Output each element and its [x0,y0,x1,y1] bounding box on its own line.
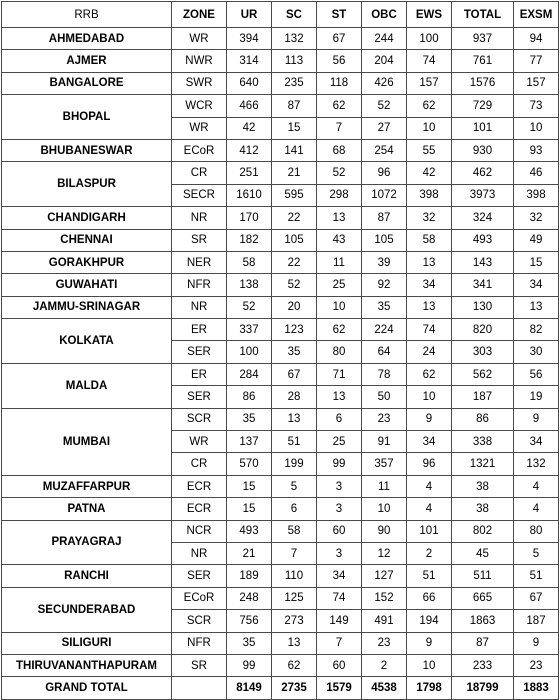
sc-cell: 6 [272,498,317,520]
rrb-name-cell: KOLKATA [2,319,172,364]
ews-cell: 62 [407,363,452,385]
header-total: TOTAL [452,2,514,28]
st-cell: 7 [317,117,362,139]
ews-cell: 194 [407,610,452,632]
total-cell: 802 [452,520,514,542]
zone-cell: ECR [172,498,227,520]
ur-cell: 21 [227,542,272,564]
sc-cell: 273 [272,610,317,632]
sc-cell: 13 [272,632,317,654]
obc-cell: 12 [362,542,407,564]
grand-total-ur: 8149 [227,677,272,699]
rrb-name-cell: BHUBANESWAR [2,139,172,161]
sc-cell: 22 [272,207,317,229]
exsm-cell: 157 [514,72,559,94]
zone-cell: NCR [172,520,227,542]
total-cell: 729 [452,95,514,117]
obc-cell: 39 [362,251,407,273]
exsm-cell: 4 [514,498,559,520]
ews-cell: 74 [407,319,452,341]
header-st: ST [317,2,362,28]
exsm-cell: 34 [514,274,559,296]
table-body [2,28,559,677]
sc-cell: 5 [272,475,317,497]
sc-cell: 58 [272,520,317,542]
zone-cell: CR [172,162,227,184]
rrb-name-cell: RANCHI [2,565,172,587]
rrb-name-cell: AHMEDABAD [2,28,172,50]
ews-cell: 9 [407,632,452,654]
total-cell: 341 [452,274,514,296]
obc-cell: 152 [362,587,407,609]
header-rrb: RRB [2,2,172,28]
zone-cell: ER [172,319,227,341]
ur-cell: 137 [227,431,272,453]
total-cell: 87 [452,632,514,654]
st-cell: 74 [317,587,362,609]
table-row [2,587,559,609]
ur-cell: 35 [227,632,272,654]
exsm-cell: 132 [514,453,559,475]
exsm-cell: 51 [514,565,559,587]
sc-cell: 67 [272,363,317,385]
total-cell: 930 [452,139,514,161]
total-cell: 324 [452,207,514,229]
total-cell: 338 [452,431,514,453]
ur-cell: 756 [227,610,272,632]
zone-cell: WCR [172,95,227,117]
rrb-name-cell: THIRUVANANTHAPURAM [2,654,172,676]
sc-cell: 235 [272,72,317,94]
obc-cell: 52 [362,95,407,117]
table-row [2,498,559,520]
header-ur: UR [227,2,272,28]
st-cell: 56 [317,50,362,72]
zone-cell: SER [172,341,227,363]
ur-cell: 493 [227,520,272,542]
total-cell: 130 [452,296,514,318]
sc-cell: 15 [272,117,317,139]
ur-cell: 394 [227,28,272,50]
st-cell: 3 [317,475,362,497]
table-row [2,565,559,587]
st-cell: 34 [317,565,362,587]
ews-cell: 42 [407,162,452,184]
obc-cell: 91 [362,431,407,453]
st-cell: 11 [317,251,362,273]
exsm-cell: 67 [514,587,559,609]
ur-cell: 570 [227,453,272,475]
header-exsm: EXSM [514,2,559,28]
st-cell: 298 [317,184,362,206]
sc-cell: 125 [272,587,317,609]
table-row [2,207,559,229]
ews-cell: 101 [407,520,452,542]
rrb-name-cell: GUWAHATI [2,274,172,296]
ews-cell: 62 [407,95,452,117]
st-cell: 6 [317,408,362,430]
total-cell: 86 [452,408,514,430]
exsm-cell: 13 [514,296,559,318]
total-cell: 1863 [452,610,514,632]
ews-cell: 10 [407,117,452,139]
ews-cell: 34 [407,431,452,453]
exsm-cell: 10 [514,117,559,139]
total-cell: 665 [452,587,514,609]
ews-cell: 10 [407,386,452,408]
st-cell: 13 [317,207,362,229]
obc-cell: 426 [362,72,407,94]
ur-cell: 284 [227,363,272,385]
total-cell: 462 [452,162,514,184]
obc-cell: 27 [362,117,407,139]
zone-cell: NR [172,296,227,318]
header-ews: EWS [407,2,452,28]
rrb-name-cell: SECUNDERABAD [2,587,172,632]
zone-cell: CR [172,453,227,475]
rrb-name-cell: GORAKHPUR [2,251,172,273]
ur-cell: 138 [227,274,272,296]
st-cell: 62 [317,319,362,341]
ur-cell: 15 [227,475,272,497]
exsm-cell: 32 [514,207,559,229]
zone-cell: SCR [172,408,227,430]
exsm-cell: 80 [514,520,559,542]
rrb-name-cell: CHANDIGARH [2,207,172,229]
sc-cell: 13 [272,408,317,430]
zone-cell: NR [172,542,227,564]
st-cell: 25 [317,431,362,453]
ews-cell: 24 [407,341,452,363]
sc-cell: 199 [272,453,317,475]
st-cell: 52 [317,162,362,184]
header-zone: ZONE [172,2,227,28]
obc-cell: 64 [362,341,407,363]
ur-cell: 189 [227,565,272,587]
exsm-cell: 93 [514,139,559,161]
sc-cell: 62 [272,654,317,676]
table-row [2,632,559,654]
st-cell: 68 [317,139,362,161]
zone-cell: SCR [172,610,227,632]
exsm-cell: 30 [514,341,559,363]
ews-cell: 58 [407,229,452,251]
exsm-cell: 4 [514,475,559,497]
ews-cell: 9 [407,408,452,430]
exsm-cell: 46 [514,162,559,184]
obc-cell: 78 [362,363,407,385]
st-cell: 149 [317,610,362,632]
exsm-cell: 34 [514,431,559,453]
exsm-cell: 15 [514,251,559,273]
ews-cell: 66 [407,587,452,609]
ur-cell: 182 [227,229,272,251]
ur-cell: 100 [227,341,272,363]
total-cell: 1576 [452,72,514,94]
grand-total-ews: 1798 [407,677,452,699]
ews-cell: 13 [407,251,452,273]
ews-cell: 32 [407,207,452,229]
total-cell: 761 [452,50,514,72]
ews-cell: 74 [407,50,452,72]
zone-cell: ER [172,363,227,385]
sc-cell: 105 [272,229,317,251]
exsm-cell: 49 [514,229,559,251]
st-cell: 3 [317,498,362,520]
rrb-name-cell: PATNA [2,498,172,520]
table-row [2,50,559,72]
table-row [2,251,559,273]
st-cell: 80 [317,341,362,363]
rrb-name-cell: SILIGURI [2,632,172,654]
sc-cell: 35 [272,341,317,363]
zone-cell: ECR [172,475,227,497]
total-cell: 937 [452,28,514,50]
rrb-name-cell: AJMER [2,50,172,72]
ews-cell: 34 [407,274,452,296]
rrb-name-cell: BILASPUR [2,162,172,207]
zone-cell: ECoR [172,587,227,609]
total-cell: 233 [452,654,514,676]
rrb-name-cell: PRAYAGRAJ [2,520,172,565]
exsm-cell: 187 [514,610,559,632]
exsm-cell: 23 [514,654,559,676]
exsm-cell: 73 [514,95,559,117]
st-cell: 13 [317,386,362,408]
total-cell: 38 [452,475,514,497]
zone-cell: NFR [172,274,227,296]
sc-cell: 20 [272,296,317,318]
ur-cell: 99 [227,654,272,676]
header-sc: SC [272,2,317,28]
ews-cell: 2 [407,542,452,564]
ews-cell: 51 [407,565,452,587]
ews-cell: 4 [407,475,452,497]
ur-cell: 248 [227,587,272,609]
grand-total-total: 18799 [452,677,514,699]
obc-cell: 1072 [362,184,407,206]
sc-cell: 87 [272,95,317,117]
ews-cell: 10 [407,654,452,676]
exsm-cell: 19 [514,386,559,408]
exsm-cell: 77 [514,50,559,72]
st-cell: 118 [317,72,362,94]
total-cell: 38 [452,498,514,520]
ews-cell: 398 [407,184,452,206]
obc-cell: 50 [362,386,407,408]
obc-cell: 87 [362,207,407,229]
total-cell: 3973 [452,184,514,206]
zone-cell: NWR [172,50,227,72]
total-cell: 511 [452,565,514,587]
obc-cell: 90 [362,520,407,542]
sc-cell: 28 [272,386,317,408]
st-cell: 62 [317,95,362,117]
st-cell: 43 [317,229,362,251]
rrb-name-cell: MUMBAI [2,408,172,475]
table-row [2,72,559,94]
sc-cell: 123 [272,319,317,341]
ews-cell: 157 [407,72,452,94]
rrb-name-cell: BANGALORE [2,72,172,94]
obc-cell: 105 [362,229,407,251]
ur-cell: 466 [227,95,272,117]
exsm-cell: 398 [514,184,559,206]
obc-cell: 10 [362,498,407,520]
sc-cell: 110 [272,565,317,587]
st-cell: 71 [317,363,362,385]
zone-cell: NER [172,251,227,273]
table-row [2,95,559,117]
zone-cell: WR [172,117,227,139]
ur-cell: 170 [227,207,272,229]
header-obc: OBC [362,2,407,28]
obc-cell: 204 [362,50,407,72]
obc-cell: 127 [362,565,407,587]
zone-cell: NR [172,207,227,229]
obc-cell: 23 [362,632,407,654]
grand-total-exsm: 1883 [514,677,559,699]
total-cell: 143 [452,251,514,273]
sc-cell: 52 [272,274,317,296]
rrb-name-cell: MUZAFFARPUR [2,475,172,497]
table-row [2,319,559,341]
sc-cell: 22 [272,251,317,273]
obc-cell: 357 [362,453,407,475]
table-row [2,274,559,296]
grand-total-row [2,677,559,699]
table-row [2,229,559,251]
grand-total-st: 1579 [317,677,362,699]
header-row [2,2,559,28]
total-cell: 493 [452,229,514,251]
obc-cell: 35 [362,296,407,318]
obc-cell: 2 [362,654,407,676]
ur-cell: 86 [227,386,272,408]
rrb-name-cell: CHENNAI [2,229,172,251]
st-cell: 99 [317,453,362,475]
grand-total-obc: 4538 [362,677,407,699]
ews-cell: 55 [407,139,452,161]
st-cell: 60 [317,654,362,676]
zone-cell: SER [172,386,227,408]
table-row [2,296,559,318]
total-cell: 820 [452,319,514,341]
zone-cell: ECoR [172,139,227,161]
obc-cell: 491 [362,610,407,632]
ur-cell: 640 [227,72,272,94]
ur-cell: 412 [227,139,272,161]
table-row [2,408,559,430]
ur-cell: 337 [227,319,272,341]
st-cell: 25 [317,274,362,296]
st-cell: 7 [317,632,362,654]
rrb-name-cell: MALDA [2,363,172,408]
grand-total-label: GRAND TOTAL [2,677,172,699]
total-cell: 303 [452,341,514,363]
table-row [2,363,559,385]
exsm-cell: 9 [514,408,559,430]
ur-cell: 1610 [227,184,272,206]
obc-cell: 254 [362,139,407,161]
rrb-name-cell: BHOPAL [2,95,172,140]
obc-cell: 23 [362,408,407,430]
total-cell: 101 [452,117,514,139]
rrb-vacancy-table [1,1,559,700]
sc-cell: 113 [272,50,317,72]
sc-cell: 132 [272,28,317,50]
zone-cell: WR [172,28,227,50]
ews-cell: 13 [407,296,452,318]
st-cell: 67 [317,28,362,50]
total-cell: 187 [452,386,514,408]
table-row [2,654,559,676]
ur-cell: 52 [227,296,272,318]
exsm-cell: 82 [514,319,559,341]
zone-cell: WR [172,431,227,453]
zone-cell: NFR [172,632,227,654]
obc-cell: 224 [362,319,407,341]
total-cell: 45 [452,542,514,564]
st-cell: 3 [317,542,362,564]
sc-cell: 21 [272,162,317,184]
sc-cell: 7 [272,542,317,564]
grand-total-zone [172,677,227,699]
total-cell: 562 [452,363,514,385]
table-row [2,139,559,161]
zone-cell: SR [172,229,227,251]
sc-cell: 51 [272,431,317,453]
exsm-cell: 94 [514,28,559,50]
zone-cell: SR [172,654,227,676]
zone-cell: SER [172,565,227,587]
st-cell: 10 [317,296,362,318]
obc-cell: 11 [362,475,407,497]
ews-cell: 100 [407,28,452,50]
zone-cell: SECR [172,184,227,206]
table-row [2,520,559,542]
obc-cell: 244 [362,28,407,50]
zone-cell: SWR [172,72,227,94]
ur-cell: 314 [227,50,272,72]
ews-cell: 4 [407,498,452,520]
ur-cell: 35 [227,408,272,430]
exsm-cell: 56 [514,363,559,385]
table-row [2,162,559,184]
exsm-cell: 5 [514,542,559,564]
total-cell: 1321 [452,453,514,475]
obc-cell: 96 [362,162,407,184]
st-cell: 60 [317,520,362,542]
obc-cell: 92 [362,274,407,296]
exsm-cell: 9 [514,632,559,654]
ews-cell: 96 [407,453,452,475]
table-row [2,475,559,497]
table-row [2,28,559,50]
grand-total-sc: 2735 [272,677,317,699]
ur-cell: 251 [227,162,272,184]
ur-cell: 58 [227,251,272,273]
sc-cell: 141 [272,139,317,161]
sc-cell: 595 [272,184,317,206]
ur-cell: 42 [227,117,272,139]
rrb-name-cell: JAMMU-SRINAGAR [2,296,172,318]
ur-cell: 15 [227,498,272,520]
